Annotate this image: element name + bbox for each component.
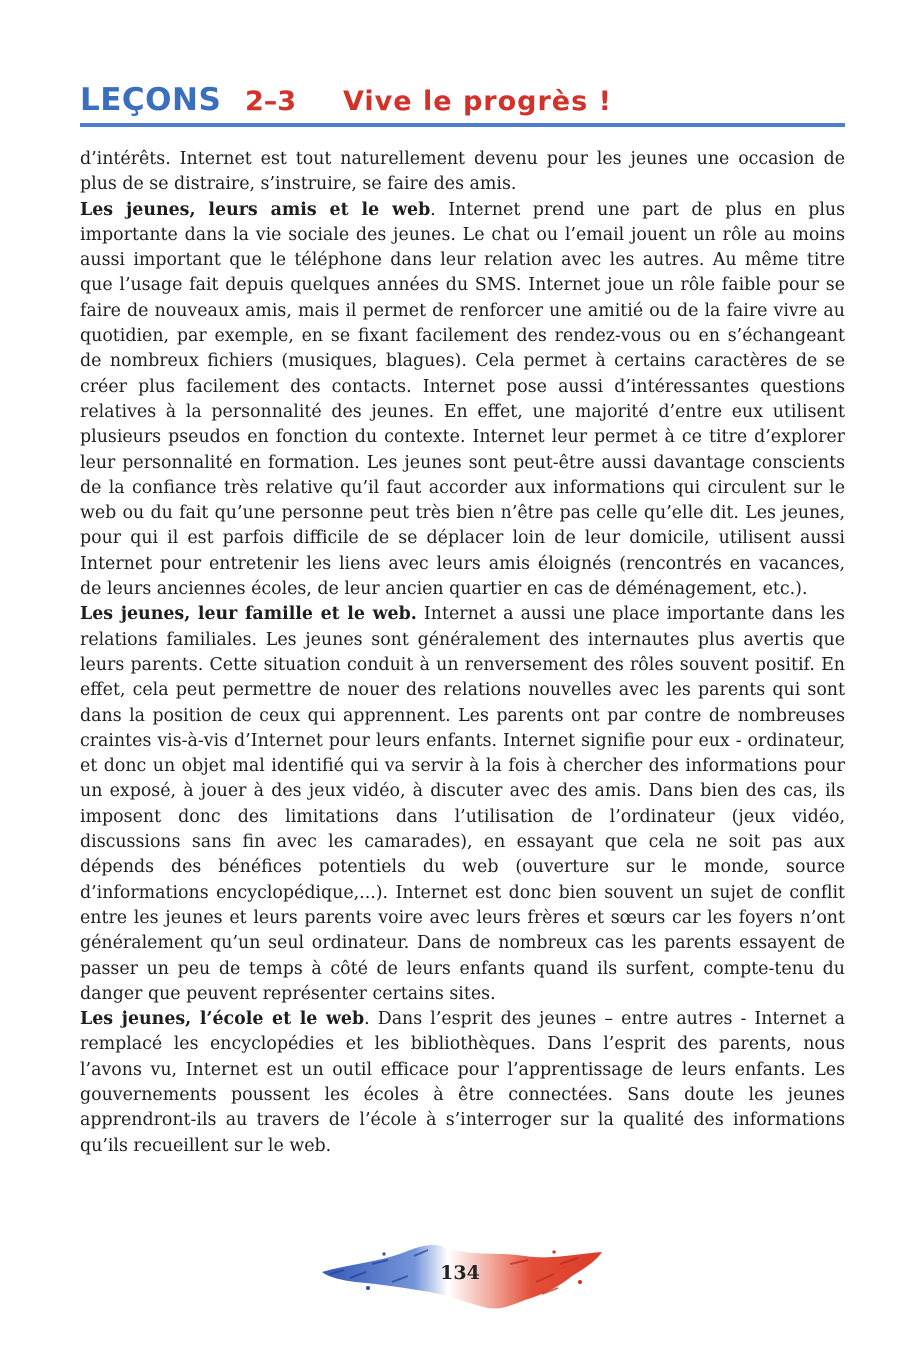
paragraph-school-heading: Les jeunes, l’école et le web: [80, 1009, 365, 1030]
paragraph-family: [80, 602, 845, 1007]
lesson-word: LEÇONS: [80, 82, 222, 118]
page-footer: [310, 1234, 610, 1314]
paragraph-friends: [80, 198, 845, 603]
header-divider: [80, 123, 845, 127]
page-header: [80, 82, 845, 122]
paragraph-intro: d’intérêts. Internet est tout naturellement devenu pour les jeunes une occasion de plus de se distraire, s’instruire, se faire des amis.: [80, 149, 845, 195]
lesson-number: 2–3: [245, 86, 297, 117]
page-number: 134: [440, 1262, 480, 1284]
paragraph-school-text: . Dans l’esprit des jeunes – entre autres - Internet a remplacé les encyclopédies et les bibliothèques. Dans l’esprit des parents, nous l’avons vu, Internet est un outil efficace pour l’apprentissage de leurs enfants. Les gouvernements poussent les écoles à être connectées. Sans doute les jeunes apprendront-ils au travers de l’école à s’interroger sur la qualité des informations qu’ils recueillent sur le web.: [80, 1009, 845, 1156]
paragraph-family-heading: Les jeunes, leur famille et le web.: [80, 604, 417, 625]
paragraph-friends-heading: Les jeunes, leurs amis et le web: [80, 199, 431, 220]
paragraph-friends-text: . Internet prend une part de plus en plus importante dans la vie sociale des jeunes. Le chat ou l’email jouent un rôle au moins aussi important que le téléphone dans leur relation avec les autres. Au même titre que l’usage fait depuis quelques années du SMS. Internet joue un rôle faible pour se faire de nouveaux amis, mais il permet de renforcer une amitié ou de la faire vivre au quotidien, par exemple, en se fixant facilement des rendez-vous ou en s’échangeant de nombreux fichiers (musiques, blagues). Cela permet à certains caractères de se créer plus facilement des contacts. Internet pose aussi d’intéressantes questions relatives à la personnalité des jeunes. En effet, une majorité d’entre eux utilisent plusieurs pseudos en fonction du contexte. Internet leur permet à ce titre d’explorer leur personnalité en formation. Les jeunes sont peut-être aussi davantage conscients de la confiance très relative qu’il faut accorder aux informations qui circulent sur le web ou du fait qu’une personne peut très bien n’être pas celle qu’elle dit. Les jeunes, pour qui il est parfois difficile de se déplacer loin de leur domicile, utilisent aussi Internet pour entretenir les liens avec leurs amis éloignés (rencontrés en vacances, de leurs anciennes écoles, de leur ancien quartier en cas de déménagement, etc.).: [80, 199, 846, 600]
article-body: [80, 147, 845, 1159]
lesson-title: Vive le progrès !: [343, 86, 612, 117]
paragraph-family-text: Internet a aussi une place importante dans les relations familiales. Les jeunes sont généralement des internautes plus avertis que leurs parents. Cette situation conduit à un renversement des rôles souvent positif. En effet, cela peut permettre de nouer des relations nouvelles avec les parents qui sont dans la position de ceux qui apprennent. Les parents ont par contre de nombreuses craintes vis-à-vis d’Internet pour leurs enfants. Internet signifie pour eux - ordinateur, et donc un objet mal identifié qui va servir à la fois à chercher des informations pour un exposé, à jouer à des jeux vidéo, à discuter avec des amis. Dans bien des cas, ils imposent donc des limitations dans l’utilisation de l’ordinateur (jeux vidéo, discussions sans fin avec les camarades), en essayant que cela ne soit pas aux dépends des bénéfices potentiels du web (ouverture sur le monde, source d’informations encyclopédique,...). Internet est donc bien souvent un sujet de conflit entre les jeunes et leurs parents voire avec leurs frères et sœurs car les foyers n’ont généralement qu’un seul ordinateur. Dans de nombreux cas les parents essayent de passer un peu de temps à côté de leurs enfants quand ils surfent, compte-tenu du danger que peuvent représenter certains sites.: [80, 604, 845, 1004]
paragraph-school: [80, 1007, 845, 1159]
